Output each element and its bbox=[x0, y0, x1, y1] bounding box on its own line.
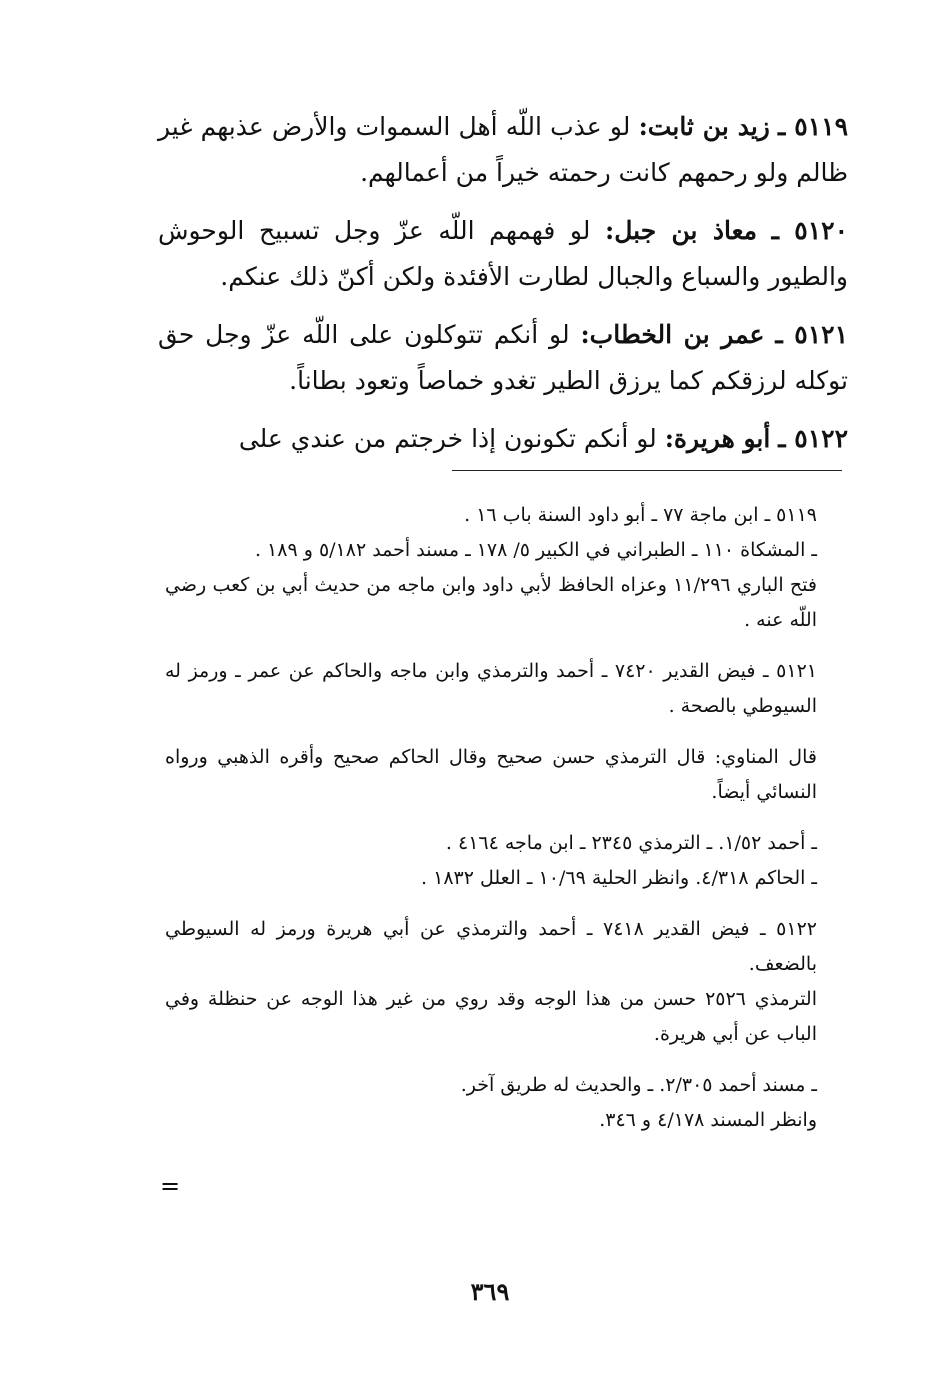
footnotes bbox=[165, 498, 847, 1138]
entry-number: ٥١٢٢ ـ bbox=[778, 424, 848, 453]
footnote-line: ٥١٢٢ ـ فيض القدير ٧٤١٨ ـ أحمد والترمذي عن أبي هريرة ورمز له السيوطي بالضعف. bbox=[165, 918, 817, 975]
entry-5119 bbox=[158, 104, 848, 196]
entry-narrator: معاذ بن جبل: bbox=[604, 216, 758, 245]
entry-5121 bbox=[158, 312, 848, 404]
main-text bbox=[158, 104, 848, 474]
footnote-line: قال المناوي: قال الترمذي حسن صحيح وقال الحاكم صحيح وأقره الذهبي ورواه النسائي أيضاً. bbox=[165, 746, 817, 803]
footnote-line: الترمذي ٢٥٢٦ حسن من هذا الوجه وقد روي من غير هذا الوجه عن حنظلة وفي الباب عن أبي هريرة. bbox=[165, 988, 817, 1045]
entry-text: لو أنكم تتوكلون على اللّه عزّ وجل حق توكله لرزقكم كما يرزق الطير تغدو خماصاً وتعود بطاناً. bbox=[158, 320, 848, 395]
entry-text: لو أنكم تكونون إذا خرجتم من عندي على bbox=[238, 424, 657, 453]
entry-text: لو فهمهم اللّه عزّ وجل تسبيح الوحوش والطيور والسباع والجبال لطارت الأفئدة ولكن أكنّ ذلك عنكم. bbox=[158, 216, 848, 291]
entry-5122 bbox=[158, 416, 848, 462]
footnote-line: فتح الباري ١١/٢٩٦ وعزاه الحافظ لأبي داود وابن ماجه من حديث أبي بن كعب رضي اللّه عنه . bbox=[165, 574, 817, 631]
footnote-line: ـ مسند أحمد ٢/٣٠٥. ـ والحديث له طريق آخر. bbox=[460, 1074, 817, 1096]
footnote-separator bbox=[452, 470, 842, 471]
entry-narrator: أبو هريرة: bbox=[664, 424, 771, 453]
footnote-line: وانظر المسند ٤/١٧٨ و ٣٤٦. bbox=[599, 1109, 817, 1131]
entry-narrator: عمر بن الخطاب: bbox=[580, 320, 765, 349]
page-number: ٣٦٩ bbox=[470, 1277, 510, 1306]
entry-number: ٥١١٩ ـ bbox=[778, 112, 849, 141]
footnote-line: ـ المشكاة ١١٠ ـ الطبراني في الكبير ٥/ ١٧٨ ـ مسند أحمد ٥/١٨٢ و ١٨٩ . bbox=[254, 539, 817, 561]
entry-text: لو عذب اللّه أهل السموات والأرض عذبهم غير ظالم ولو رحمهم كانت رحمته خيراً من أعمالهم. bbox=[158, 112, 848, 187]
footnote-line: ٥١٢١ ـ فيض القدير ٧٤٢٠ ـ أحمد والترمذي وابن ماجه والحاكم عن عمر ـ ورمز له السيوطي بالصحة . bbox=[165, 660, 817, 717]
footnote-line: ـ أحمد ١/٥٢. ـ الترمذي ٢٣٤٥ ـ ابن ماجه ٤١٦٤ . bbox=[445, 832, 817, 854]
entry-number: ٥١٢١ ـ bbox=[775, 320, 848, 349]
footnote-line: ٥١١٩ ـ ابن ماجة ٧٧ ـ أبو داود السنة باب ١٦ . bbox=[464, 504, 817, 526]
continuation-mark: = bbox=[160, 1172, 181, 1200]
footnote-line: ـ الحاكم ٤/٣١٨. وانظر الحلية ١٠/٦٩ ـ العلل ١٨٣٢ . bbox=[421, 867, 817, 889]
entry-narrator: زيد بن ثابت: bbox=[638, 112, 770, 141]
entry-5120 bbox=[158, 208, 848, 300]
entry-number: ٥١٢٠ ـ bbox=[771, 216, 848, 245]
